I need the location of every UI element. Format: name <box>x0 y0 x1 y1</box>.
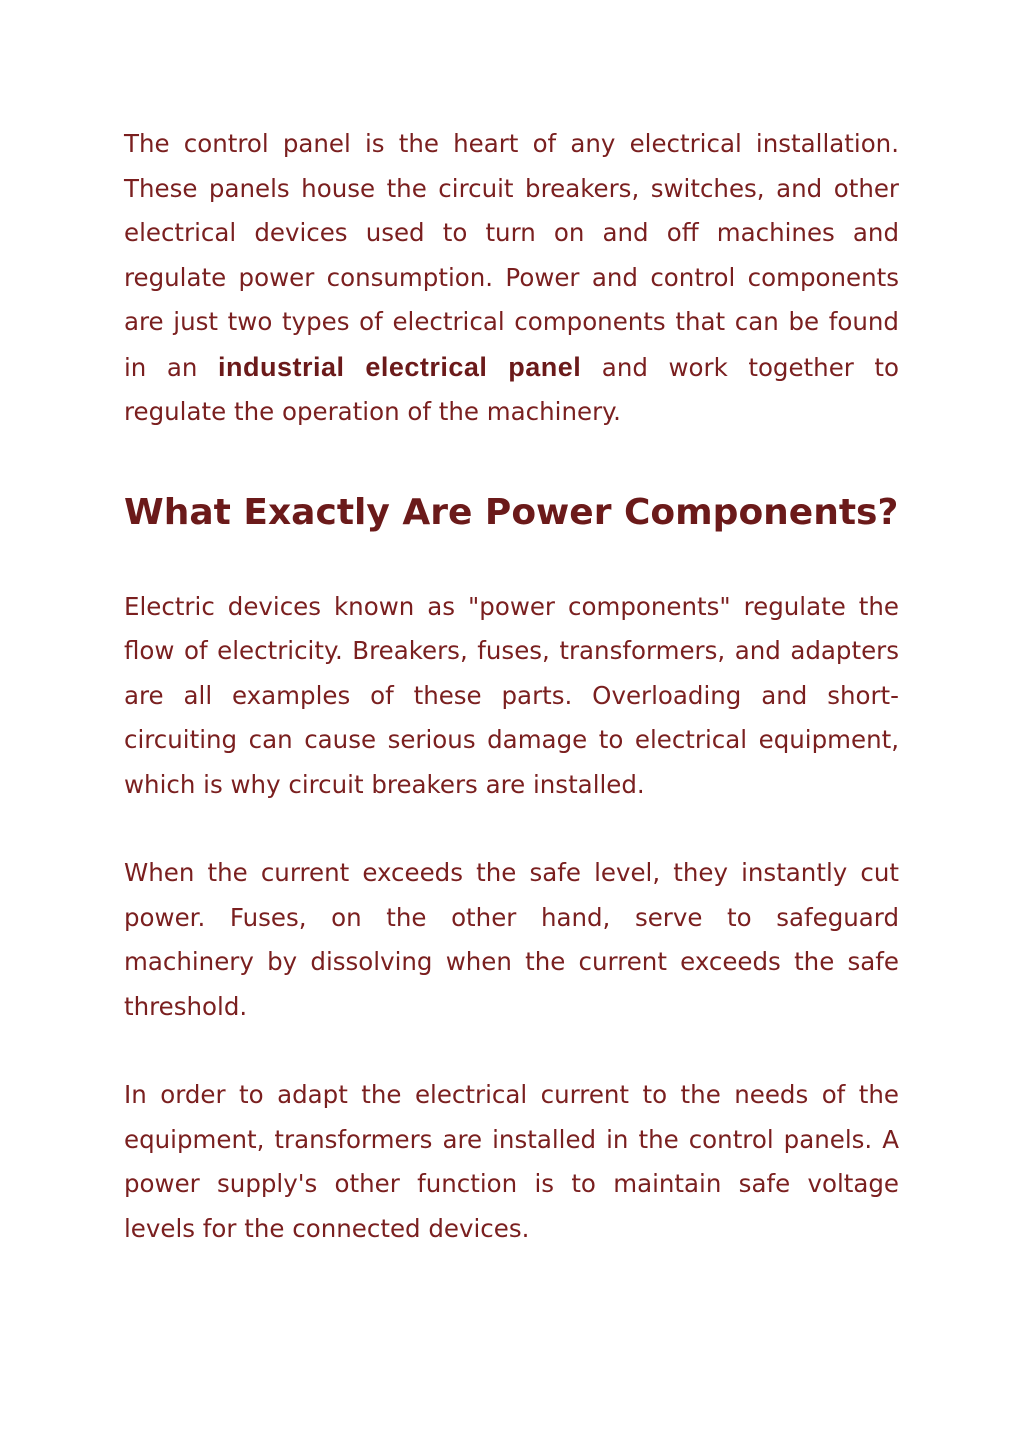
paragraph-breakers-fuses: When the current exceeds the safe level, they instantly cut power. Fuses, on the other hand, serve to safeguard machinery by dissolving when the current exceeds the safe threshold. <box>124 858 899 1021</box>
intro-text-before: The control panel is the heart of any electrical installation. These panels house the circuit breakers, switches, and other electrical devices used to turn on and off machines and regulate power consumption. Power and control components are just two types of electrical components that can be found in an <box>124 129 899 382</box>
paragraph-transformers: In order to adapt the electrical current to the needs of the equipment, transformers are installed in the control panels. A power supply's other function is to maintain safe voltage levels for the connected devices. <box>124 1080 899 1243</box>
paragraph-power-components: Electric devices known as "power components" regulate the flow of electricity. Breakers, fuses, transformers, and adapters are all examples of these parts. Overloading and short-circuiting can cause serious damage to electrical equipment, which is why circuit breakers are installed. <box>124 591 899 799</box>
section-heading: What Exactly Are Power Components? <box>124 491 899 533</box>
intro-paragraph <box>124 122 899 435</box>
document-page <box>124 122 899 1251</box>
industrial-electrical-panel-link[interactable]: industrial electrical panel <box>218 351 582 382</box>
intro-text-after: and work together to regulate the operation of the machinery. <box>124 352 900 426</box>
